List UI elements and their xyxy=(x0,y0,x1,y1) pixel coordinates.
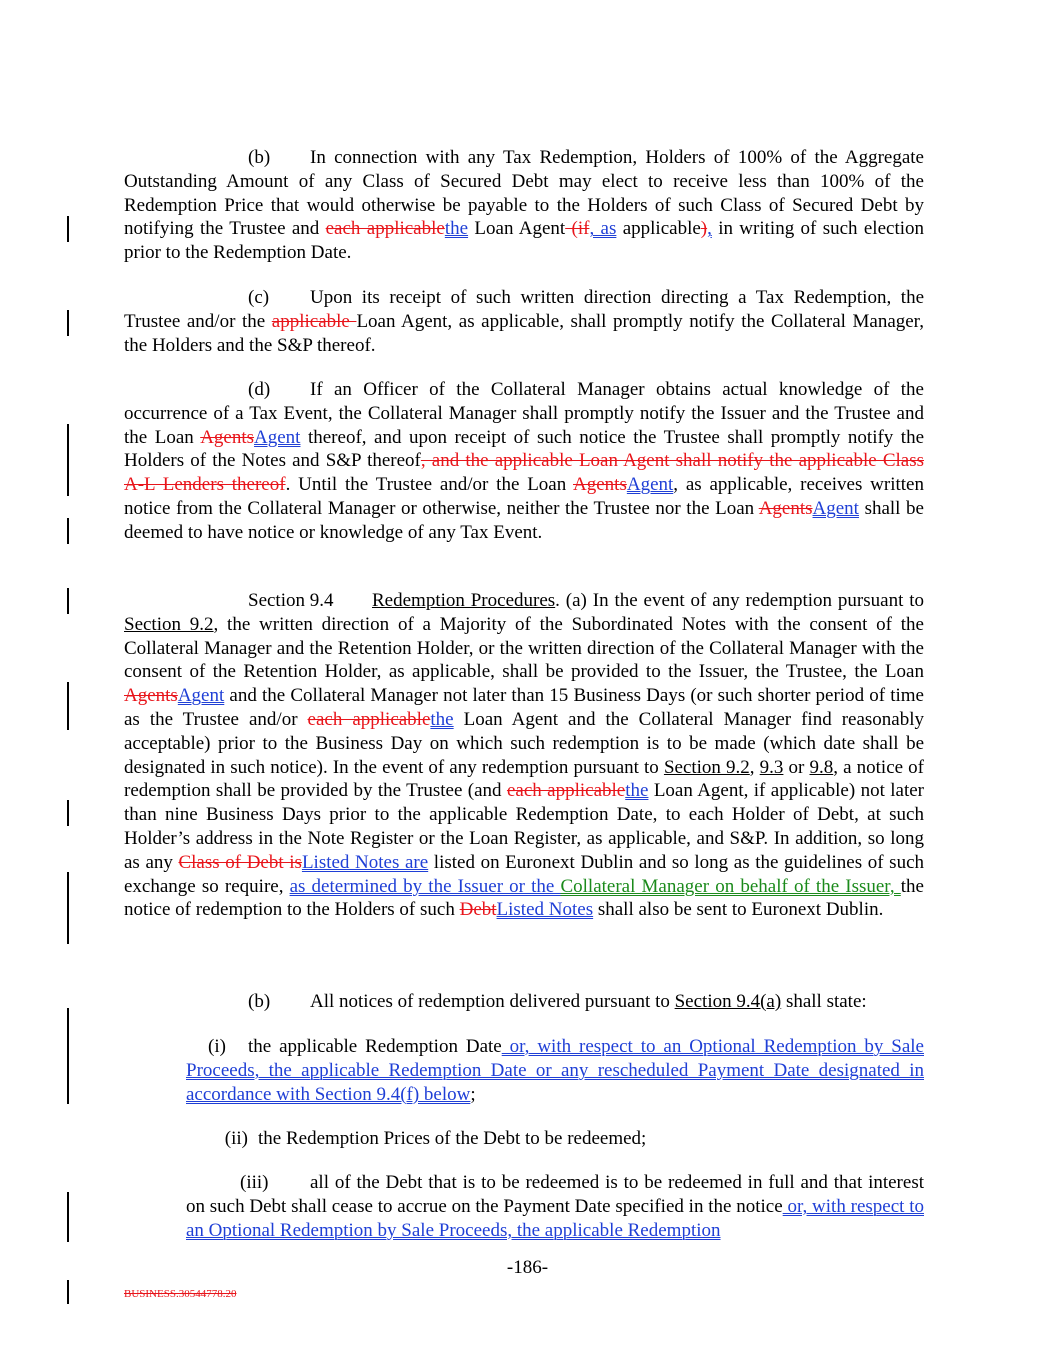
insertion: Listed Notes are xyxy=(301,851,429,873)
section-number: Section 9.4 xyxy=(248,590,334,611)
deletion: Class of Debt is xyxy=(178,851,302,873)
deletion: (if xyxy=(565,218,590,240)
item-iii: all of the Debt that is to be redeemed is to be redeemed in full and that interest on such Debt shall cease to accrue on the Payment Date specified in the notice or, with respect to an Optional Redemption by Sale Proceeds, the applicable Redemption xyxy=(186,1172,924,1241)
change-bar xyxy=(67,424,69,496)
deletion: Debt xyxy=(459,899,497,921)
insertion: , as xyxy=(589,218,617,240)
paragraph-c: (c) Upon its receipt of such written direction directing a Tax Redemption, the Trustee and/or the applicable Loan Agent, as applicable, shall promptly notify the Collateral Manager, the Holders and the S&P thereof. xyxy=(124,287,924,356)
change-bar xyxy=(67,216,69,242)
cross-reference: Section 9.2 xyxy=(663,756,750,778)
paragraph-d: (d) If an Officer of the Collateral Manager obtains actual knowledge of the occurrence of a Tax Event, the Collateral Manager shall promptly notify the Issuer and the Trustee and the Loan AgentsAgent thereof, and upon receipt of such notice the Trustee shall promptly notify the Holders of the Notes and S&P thereof, and the applicable Loan Agent shall notify the applicable Class A-L Lenders thereof. Until the Trustee and/or the Loan AgentsAgent, as applicable, receives written notice from the Collateral Manager or otherwise, neither the Trustee nor the Loan AgentsAgent shall be deemed to have notice or knowledge of any Tax Event. xyxy=(124,379,925,543)
change-bar xyxy=(67,1008,69,1104)
insertion: Agent xyxy=(177,685,225,707)
insertion: Agent xyxy=(254,426,301,448)
cross-reference: Section 9.4(a) xyxy=(674,991,782,1012)
deletion: Agents xyxy=(758,497,813,519)
change-bar xyxy=(67,518,69,544)
cross-reference: 9.8 xyxy=(809,756,834,778)
deletion: each applicable xyxy=(325,218,445,240)
deletion: Agents xyxy=(200,426,255,448)
insertion: or, with respect to an Optional Redemption by Sale Proceeds, the applicable Redemption xyxy=(186,1195,924,1241)
deletion: ) xyxy=(700,218,708,240)
change-bar xyxy=(67,1280,69,1304)
item-i: (i) the applicable Redemption Date or, with respect to an Optional Redemption by Sale Proceeds, the applicable Redemption Date or any rescheduled Payment Date designated in accordance with Section 9.4(f) below; xyxy=(186,1036,924,1105)
change-bar xyxy=(67,682,69,730)
change-bar xyxy=(67,1192,69,1242)
change-bar xyxy=(67,588,69,614)
document-id: BUSINESS.30544778.20 xyxy=(124,1288,237,1300)
deletion: each applicable xyxy=(307,708,431,730)
insertion: Listed Notes xyxy=(496,899,594,921)
paragraph-b-notices: (b) All notices of redemption delivered pursuant to Section 9.4(a) shall state: xyxy=(248,991,867,1012)
paragraph-b-tax-redemption: (b) In connection with any Tax Redemption, Holders of 100% of the Aggregate Outstanding Amount of any Class of Secured Debt may elect to receive less than 100% of the Redemption Price that would otherwise be payable to the Holders of such Class of Secured Debt by notifying the Trustee and each applicablethe Loan Agent (if, as applicable), in writing of such election prior to the Redemption Date. xyxy=(124,147,924,264)
insertion: , xyxy=(707,218,712,240)
moved-text: Collateral Manager on behalf of the Issuer, xyxy=(560,875,901,897)
insertion: the xyxy=(430,708,454,730)
item-ii: (ii) the Redemption Prices of the Debt to be redeemed; xyxy=(224,1128,647,1149)
page-number: -186- xyxy=(506,1257,549,1278)
insertion: the xyxy=(625,780,649,802)
deletion: Agents xyxy=(573,474,627,496)
change-bar xyxy=(67,800,69,826)
change-bar xyxy=(67,310,69,336)
insertion: Agent xyxy=(626,474,674,496)
deletion: , and the applicable Loan Agent shall notify the applicable Class A-L Lenders thereof xyxy=(124,450,924,496)
insertion: the xyxy=(444,218,469,240)
insertion: Agent xyxy=(812,497,859,519)
insertion: or, with respect to an Optional Redemption by Sale Proceeds, the applicable Redemption Date or any rescheduled Payment Date designated in accordance with Section 9.4(f) below xyxy=(186,1036,924,1105)
item-iii-label: (iii) xyxy=(240,1172,269,1193)
section-9-4-paragraph: Section 9.4 Redemption Procedures. (a) In the event of any redemption pursuant to Section 9.2, the written direction of a Majority of the Subordinated Notes with the consent of the Collateral Manager and the Retention Holder, or the written direction of the Collateral Manager with the consent of the Retention Holder, as applicable, shall be provided to the Issuer, the Trustee, the Loan AgentsAgent and the Collateral Manager not later than 15 Business Days (or such shorter period of time as the Trustee and/or each applicablethe Loan Agent and the Collateral Manager find reasonably acceptable) prior to the Business Day on which such redemption is to be made (which date shall be designated in such notice). In the event of any redemption pursuant to Section 9.2, 9.3 or 9.8, a notice of redemption shall be provided by the Trustee (and each applicablethe Loan Agent, if applicable) not later than nine Business Days prior to the applicable Redemption Date, to each Holder of Debt, at such Holder’s address in the Note Register or the Loan Register, as applicable, and S&P. In addition, so long as any Class of Debt isListed Notes are listed on Euronext Dublin and so long as the guidelines of such exchange so require, as determined by the Issuer or the Collateral Manager on behalf of the Issuer, the notice of redemption to the Holders of such DebtListed Notes shall also be sent to Euronext Dublin. xyxy=(124,590,925,921)
cross-reference: Section 9.2 xyxy=(124,613,214,635)
deletion: each applicable xyxy=(506,780,626,802)
insertion: as determined by the Issuer or the xyxy=(289,875,561,897)
cross-reference: 9.3 xyxy=(759,756,784,778)
section-heading: Redemption Procedures xyxy=(372,590,556,611)
deletion: applicable xyxy=(271,310,357,332)
change-bar xyxy=(67,872,69,944)
deletion: Agents xyxy=(124,685,178,707)
